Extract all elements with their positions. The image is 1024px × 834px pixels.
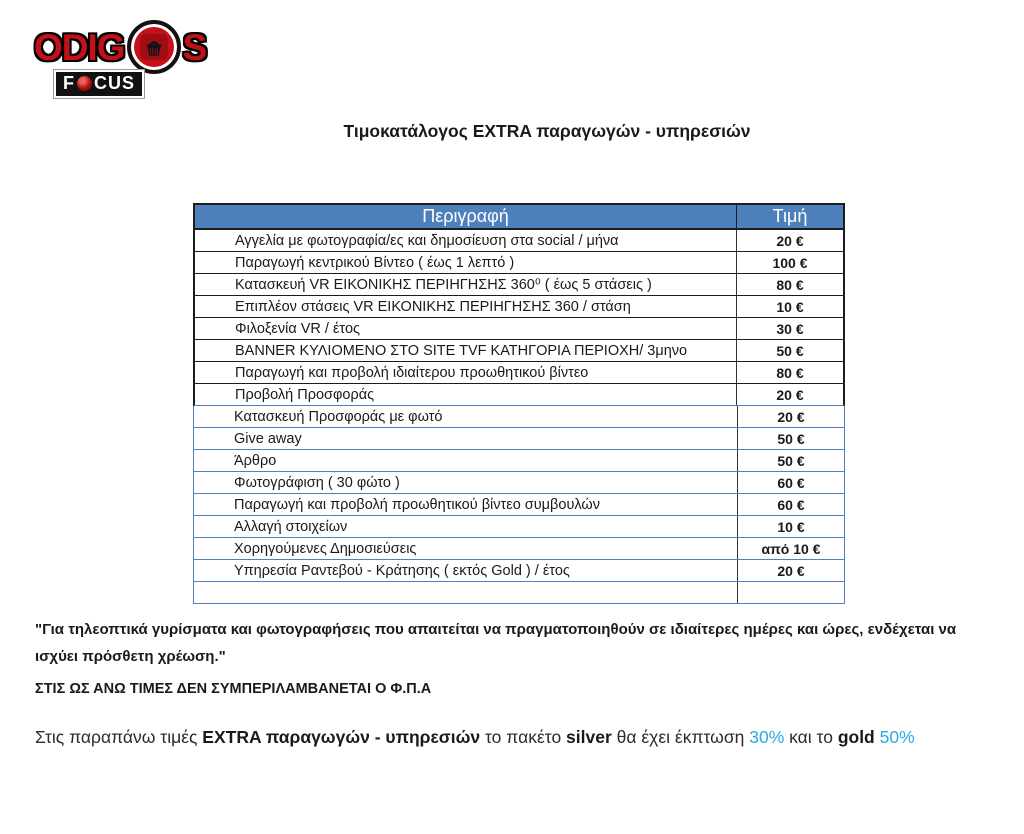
pricing-table (193, 203, 845, 604)
table-row (193, 472, 845, 494)
description-cell: Κατασκευή Προσφοράς με φωτό (194, 406, 738, 427)
table-row (193, 230, 845, 252)
price-cell: 20 € (776, 386, 804, 403)
table-row (193, 494, 845, 516)
table-row (193, 340, 845, 362)
table-row-empty (193, 582, 845, 604)
description-cell: Φιλοξενία VR / έτος (195, 318, 737, 339)
camera-lens-icon (77, 76, 92, 91)
page-title: Τιμοκατάλογος EXTRA παραγωγών - υπηρεσιών (343, 121, 751, 141)
table-row (193, 252, 845, 274)
description-cell: Κατασκευή VR ΕΙΚΟΝΙΚΗΣ ΠΕΡΙΗΓΗΣΗΣ 360⁰ ( έως 5 στάσεις ) (195, 274, 737, 295)
discount-note (35, 727, 1005, 748)
table-row (193, 406, 845, 428)
discount-seg-package: το πακέτο (480, 727, 567, 747)
discount-seg-intro: Στις παραπάνω τιμές (35, 727, 203, 747)
column-header-price: Τιμή (772, 206, 808, 226)
description-cell: Give away (194, 428, 738, 449)
price-cell: 20 € (776, 232, 804, 249)
shooting-surcharge-note: "Για τηλεοπτικά γυρίσματα και φωτογραφήσεις που απαιτείται να πραγματοποιηθούν σε ιδιαίτερες ημέρες και ώρες, ενδέχεται να ισχύει πρόσθετη χρέωση." (35, 621, 957, 665)
description-cell: Υπηρεσία Ραντεβού - Κράτησης ( εκτός Gold ) / έτος (194, 560, 738, 581)
discount-seg-30pct: 30% (749, 727, 785, 747)
description-cell: Αγγελία με φωτογραφία/ες και δημοσίευση στα social / μήνα (195, 230, 737, 251)
description-cell: Αλλαγή στοιχείων (194, 516, 738, 537)
table-row (193, 362, 845, 384)
price-cell: 10 € (776, 298, 804, 315)
basket-circle-icon (127, 20, 181, 74)
price-cell: 60 € (777, 474, 805, 491)
table-row (193, 318, 845, 340)
table-row (193, 384, 845, 406)
price-cell: 20 € (777, 562, 805, 579)
table-row (193, 538, 845, 560)
focus-badge (54, 70, 144, 98)
logo-wordmark (34, 20, 224, 74)
description-cell: Παραγωγή κεντρικού Βίντεο ( έως 1 λεπτό ) (195, 252, 737, 273)
discount-seg-willhave: θα έχει έκπτωση (611, 727, 750, 747)
table-header-row (193, 203, 845, 230)
description-cell: Χορηγούμενες Δημοσιεύσεις (194, 538, 738, 559)
table-row (193, 274, 845, 296)
price-cell: 100 € (772, 254, 808, 271)
description-cell: Προβολή Προσφοράς (195, 384, 737, 405)
discount-seg-silver: silver (566, 727, 612, 747)
discount-seg-andthe: και το (784, 727, 838, 747)
description-cell: Παραγωγή και προβολή ιδιαίτερου προωθητικού βίντεο (195, 362, 737, 383)
description-cell: Παραγωγή και προβολή προωθητικού βίντεο συμβουλών (194, 494, 738, 515)
price-cell: 50 € (777, 430, 805, 447)
description-cell: Άρθρο (194, 450, 738, 471)
table-row (193, 516, 845, 538)
description-cell (194, 582, 738, 603)
price-cell: 50 € (776, 342, 804, 359)
logo-text-odig: ODIG (34, 26, 125, 68)
price-cell: 80 € (776, 364, 804, 381)
discount-seg-extra: EXTRA παραγωγών - υπηρεσιών (202, 727, 481, 747)
vat-note: ΣΤΙΣ ΩΣ ΑΝΩ ΤΙΜΕΣ ΔΕΝ ΣΥΜΠΕΡΙΛΑΜΒΑΝΕΤΑΙ Ο Φ.Π.Α (35, 681, 432, 697)
discount-seg-gold: gold (837, 727, 875, 747)
price-cell: 20 € (777, 408, 805, 425)
table-row (193, 428, 845, 450)
price-cell: 50 € (777, 452, 805, 469)
odigos-focus-logo (34, 20, 224, 98)
table-row (193, 560, 845, 582)
price-cell (738, 582, 844, 603)
logo-text-s: S (182, 26, 207, 68)
basket-icon (140, 34, 168, 60)
price-cell: 60 € (777, 496, 805, 513)
focus-text-cus: CUS (94, 73, 136, 93)
table-row (193, 450, 845, 472)
description-cell: Φωτογράφιση ( 30 φώτο ) (194, 472, 738, 493)
price-cell: 30 € (776, 320, 804, 337)
column-header-description: Περιγραφή (195, 205, 737, 228)
price-cell: από 10 € (761, 540, 821, 557)
price-cell: 10 € (777, 518, 805, 535)
description-cell: Επιπλέον στάσεις VR ΕΙΚΟΝΙΚΗΣ ΠΕΡΙΗΓΗΣΗΣ 360 / στάση (195, 296, 737, 317)
focus-text-f: F (63, 73, 75, 93)
discount-seg-50pct: 50% (874, 727, 915, 747)
price-cell: 80 € (776, 276, 804, 293)
description-cell: BANNER ΚΥΛΙΟΜΕΝΟ ΣΤΟ SITE TVF ΚΑΤΗΓΟΡΙΑ ΠΕΡΙΟΧΗ/ 3μηνο (195, 340, 737, 361)
table-row (193, 296, 845, 318)
